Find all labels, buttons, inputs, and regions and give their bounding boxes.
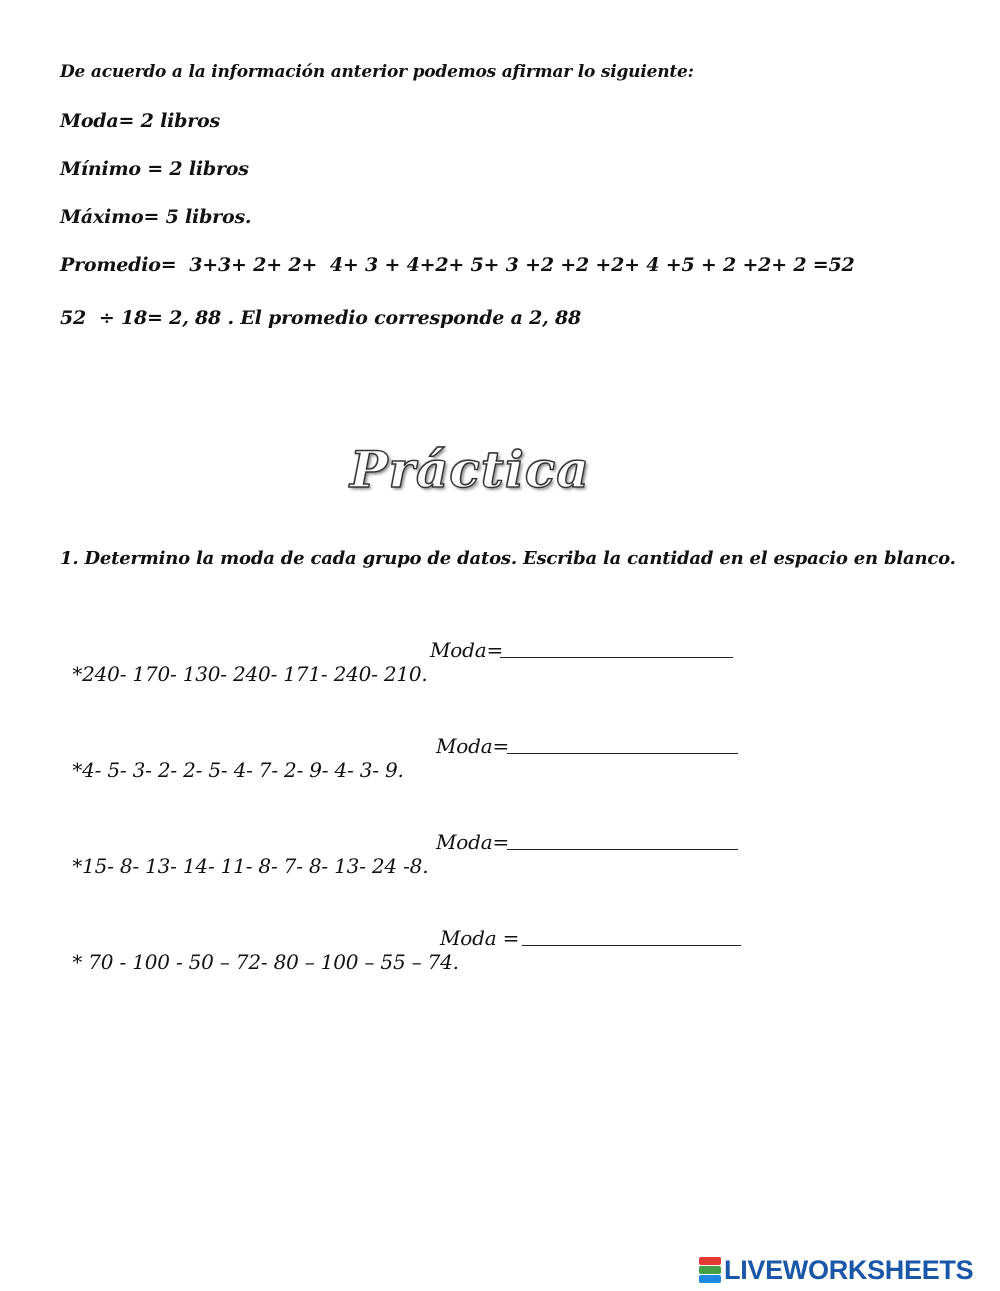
exercise-1-data: *240- 170- 130- 240- 171- 240- 210. — [72, 662, 428, 686]
intro-text: De acuerdo a la información anterior podemos afirmar lo siguiente: — [60, 62, 694, 82]
exercise-4 — [60, 926, 459, 974]
exercise-3-answer-blank[interactable] — [507, 849, 738, 850]
logo-blocks-icon — [699, 1257, 721, 1283]
exercise-2-answer-blank[interactable] — [507, 753, 738, 754]
exercise-4-data: * 70 - 100 - 50 – 72- 80 – 100 – 55 – 74. — [72, 950, 459, 974]
instruction-text: 1. Determino la moda de cada grupo de datos. Escriba la cantidad en el espacio en blanco. — [60, 548, 956, 569]
minimo-statement: Mínimo = 2 libros — [60, 158, 249, 180]
exercise-3 — [60, 830, 428, 878]
exercise-1-answer-blank[interactable] — [500, 657, 733, 658]
exercise-2 — [60, 734, 404, 782]
maximo-statement: Máximo= 5 libros. — [60, 206, 252, 228]
exercise-3-label: Moda= — [436, 830, 510, 854]
exercise-1-label: Moda= — [430, 638, 504, 662]
exercise-2-label: Moda= — [436, 734, 510, 758]
logo-text: LIVEWORKSHEETS — [724, 1254, 974, 1285]
moda-statement: Moda= 2 libros — [60, 110, 220, 132]
division-statement: 52 ÷ 18= 2, 88 . El promedio corresponde a 2, 88 — [60, 307, 582, 329]
exercise-4-label: Moda = — [440, 926, 520, 950]
practice-title: Práctica — [350, 440, 590, 499]
exercise-1 — [60, 638, 428, 686]
exercise-4-answer-blank[interactable] — [522, 945, 741, 946]
exercise-2-data: *4- 5- 3- 2- 2- 5- 4- 7- 2- 9- 4- 3- 9. — [72, 758, 404, 782]
exercise-3-data: *15- 8- 13- 14- 11- 8- 7- 8- 13- 24 -8. — [72, 854, 429, 878]
promedio-statement: Promedio= 3+3+ 2+ 2+ 4+ 3 + 4+2+ 5+ 3 +2 +2 +2+ 4 +5 + 2 +2+ 2 =52 — [60, 254, 855, 276]
liveworksheets-logo — [699, 1256, 973, 1284]
